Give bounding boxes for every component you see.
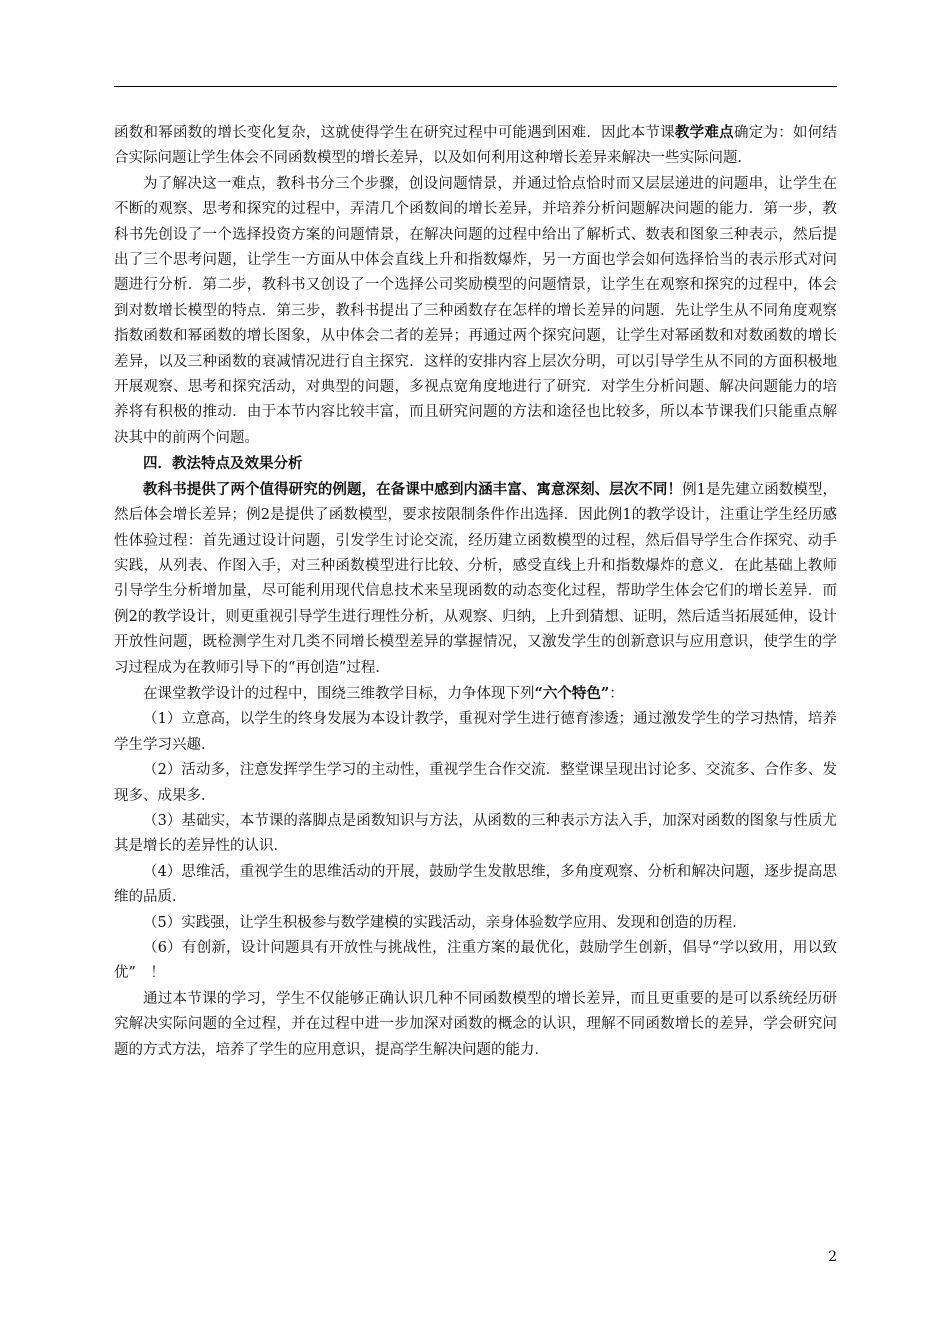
feature-item: （2）活动多，注意发挥学生学习的主动性，重视学生合作交流．整堂课呈现出讨论多、交流多、合作多、发现多、成果多． <box>114 762 837 804</box>
paragraph-six-features-intro <box>114 681 837 707</box>
feature-item: （5）实践强，让学生积极参与数学建模的实践活动，亲身体验数学应用、发现和创造的历程． <box>143 914 747 931</box>
page-number: 2 <box>828 1249 837 1265</box>
paragraph-text: 确定为：如何结合实际问题让学生体会不同函数模型的增长差异，以及如何利用这种增长差异来解决一些实际问题． <box>114 125 838 167</box>
paragraph-conclusion: 通过本节课的学习，学生不仅能够正确认识几种不同函数模型的增长差异，而且更重要的是可以系统经历研究解决实际问题的全过程，并在过程中进一步加深对函数的概念的认识，理解不同函数增长的差异，学会研究问题的方式方法，培养了学生的应用意识，提高学生解决问题的能力． <box>114 990 837 1058</box>
bold-lead-sentence: 教科书提供了两个值得研究的例题，在备课中感到内涵丰富、寓意深刻、层次不同！ <box>143 480 683 498</box>
paragraph-text: 函数和幂函数的增长变化复杂，这就使得学生在研究过程中可能遇到困难．因此本节课 <box>114 125 675 141</box>
paragraph-text: ： <box>609 685 624 702</box>
feature-item: （1）立意高，以学生的终身发展为本设计教学，重视对学生进行德育渗透；通过激发学生的学习热情，培养学生学习兴趣． <box>114 711 837 753</box>
paragraph-text: 在课堂教学设计的过程中，围绕三维教学目标，力争体现下列 <box>143 685 535 702</box>
paragraph-text: 例1是先建立函数模型，然后体会增长差异；例2是提供了函数模型，要求按限制条件作出选择．因此例1的教学设计，注重让学生经历感性体验过程：首先通过设计问题，引发学生讨论交流，经历建立函数模型的过程，然后倡导学生合作探究、动手实践，从列表、作图入手，对三种函数模型进行比较、分析，感受直线上升和指数爆炸的意义．在此基础上教师引导学生分析增加量，尽可能利用现代信息技术来呈现函数的动态变化过程，帮助学生体会它们的增长差异．而例2的教学设计，则更重视引导学生进行理性分析，从观察、归纳，上升到猜想、证明，然后适当拓展延伸，设计开放性问题，既检测学生对几类不同增长模型差异的掌握情况，又激发学生的创新意识与应用意识，使学生的学习过程成为在教师引导下的“再创造”过程． <box>114 481 837 676</box>
paragraph-examples <box>114 477 837 681</box>
paragraph-difficulty <box>114 120 837 172</box>
section-heading: 四．教法特点及效果分析 <box>143 455 303 473</box>
feature-item: （6）有创新，设计问题具有开放性与挑战性，注重方案的最优化，鼓励学生创新，倡导“学以致用，用以致优” ！ <box>114 940 837 982</box>
bold-six-features: “六个特色” <box>534 684 610 702</box>
feature-item: （3）基础实，本节课的落脚点是函数知识与方法，从函数的三种表示方法入手，加深对函数的图象与性质尤其是增长的差异性的认识． <box>114 812 837 855</box>
bold-key-difficulty: 教学难点 <box>674 124 734 141</box>
header-rule <box>114 86 837 87</box>
paragraph-three-steps: 为了解决这一难点，教科书分三个步骤，创设问题情景，并通过恰点恰时而又层层递进的问题串，让学生在不断的观察、思考和探究的过程中，弄清几个函数间的增长差异，并培养分析问题解决问题的能力．第一步，教科书先创设了一个选择投资方案的问题情景，在解决问题的过程中给出了解析式、数表和图象三种表示，然后提出了三个思考问题，让学生一方面从中体会直线上升和指数爆炸，另一方面也学会如何选择恰当的表示形式对问题进行分析．第二步，教科书又创设了一个选择公司奖励模型的问题情景，让学生在观察和探究的过程中，体会到对数增长模型的特点．第三步，教科书提出了三种函数存在怎样的增长差异的问题．先让学生从不同角度观察指数函数和幂函数的增长图象，从中体会二者的差异；再通过两个探究问题，让学生对幂函数和对数函数的增长差异，以及三种函数的衰减情况进行自主探究．这样的安排内容上层次分明，可以引导学生从不同的方面积极地开展观察、思考和探究活动，对典型的问题，多视点宽角度地进行了研究．对学生分析问题、解决问题能力的培养将有积极的推动．由于本节内容比较丰富，而且研究问题的方法和途径也比较多，所以本节课我们只能重点解决其中的前两个问题。 <box>114 175 837 446</box>
feature-item: （4）思维活，重视学生的思维活动的开展，鼓励学生发散思维，多角度观察、分析和解决问题，逐步提高思维的品质． <box>114 863 837 906</box>
document-body <box>114 120 837 1063</box>
